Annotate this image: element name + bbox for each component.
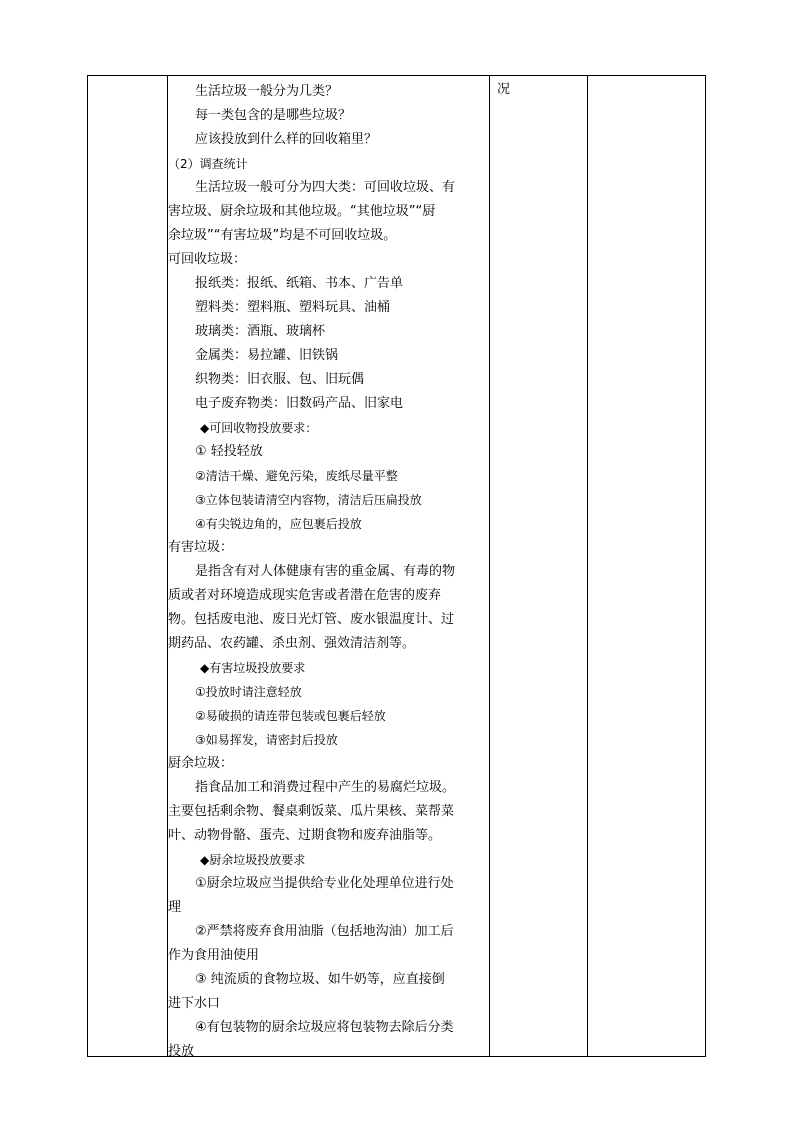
content-line: ④有包装物的厨余垃圾应将包装物去除后分类 (195, 1020, 454, 1035)
content-line: 金属类：易拉罐、旧铁锅 (195, 348, 339, 363)
content-line: （2）调查统计 (168, 157, 248, 171)
content-line: 投放 (168, 1044, 195, 1059)
content-line: ③立体包装请清空内容物，清洁后压扁投放 (195, 493, 422, 507)
content-line: 应该投放到什么样的回收箱里？ (195, 132, 378, 147)
content-line: ◆厨余垃圾投放要求 (200, 853, 306, 867)
content-line: ◆可回收物投放要求： (200, 421, 318, 435)
content-line: 作为食用油使用 (168, 948, 260, 963)
content-line: 指食品加工和消费过程中产生的易腐烂垃圾。 (195, 780, 456, 795)
content-line: 每一类包含的是哪些垃圾？ (195, 108, 352, 123)
content-line: ③ 纯流质的食物垃圾、如牛奶等，应直接倒 (195, 972, 445, 987)
content-line: 期药品、农药罐、杀虫剂、强效清洁剂等。 (168, 636, 416, 651)
content-line: 玻璃类：酒瓶、玻璃杯 (195, 324, 326, 339)
content-line: 理 (168, 900, 182, 915)
content-line: 害垃圾、厨余垃圾和其他垃圾。“其他垃圾”“厨 (168, 204, 436, 219)
content-line: ②易破损的请连带包装或包裹后轻放 (195, 709, 386, 723)
content-line: 生活垃圾一般可分为四大类：可回收垃圾、有 (195, 180, 456, 195)
content-line: 物。包括废电池、废日光灯管、废水银温度计、过 (168, 612, 455, 627)
content-line: ④有尖锐边角的，应包裹后投放 (195, 517, 362, 531)
content-line: 余垃圾”“有害垃圾”均是不可回收垃圾。 (168, 228, 397, 243)
content-line: ②清洁干燥、避免污染，废纸尽量平整 (195, 469, 398, 483)
content-line: 主要包括剩余物、餐桌剩饭菜、瓜片果核、菜帮菜 (168, 804, 455, 819)
content-line: ◆有害垃圾投放要求 (200, 661, 306, 675)
activity-content-cell (168, 80, 490, 1064)
situation-text: 况 (497, 82, 511, 97)
content-line: 织物类：旧衣服、包、旧玩偶 (195, 372, 365, 387)
content-line: 塑料类：塑料瓶、塑料玩具、油桶 (195, 300, 391, 315)
content-line: ③如易挥发，请密封后投放 (195, 733, 338, 747)
content-line: 报纸类：报纸、纸箱、书本、广告单 (195, 276, 404, 291)
content-line: 可回收垃圾： (168, 252, 247, 267)
content-line: 生活垃圾一般分为几类？ (195, 84, 339, 99)
column-divider (587, 76, 588, 1056)
content-line: 质或者对环境造成现实危害或者潜在危害的废弃 (168, 588, 442, 603)
content-line: 进下水口 (168, 996, 221, 1011)
lesson-table (87, 75, 706, 1057)
content-line: 是指含有对人体健康有害的重金属、有毒的物 (195, 564, 456, 579)
content-line: 电子废弃物类：旧数码产品、旧家电 (195, 396, 404, 411)
content-line: ①投放时请注意轻放 (195, 685, 302, 699)
situation-cell (497, 80, 510, 100)
content-line: ①厨余垃圾应当提供给专业化处理单位进行处 (195, 876, 454, 891)
content-line: 厨余垃圾： (168, 756, 234, 771)
content-line: ②严禁将废弃食用油脂（包括地沟油）加工后 (195, 924, 454, 939)
content-line: 有害垃圾： (168, 540, 234, 555)
content-line: ① 轻投轻放 (195, 444, 263, 459)
content-line: 叶、动物骨骼、蛋壳、过期食物和废弃油脂等。 (168, 828, 442, 843)
